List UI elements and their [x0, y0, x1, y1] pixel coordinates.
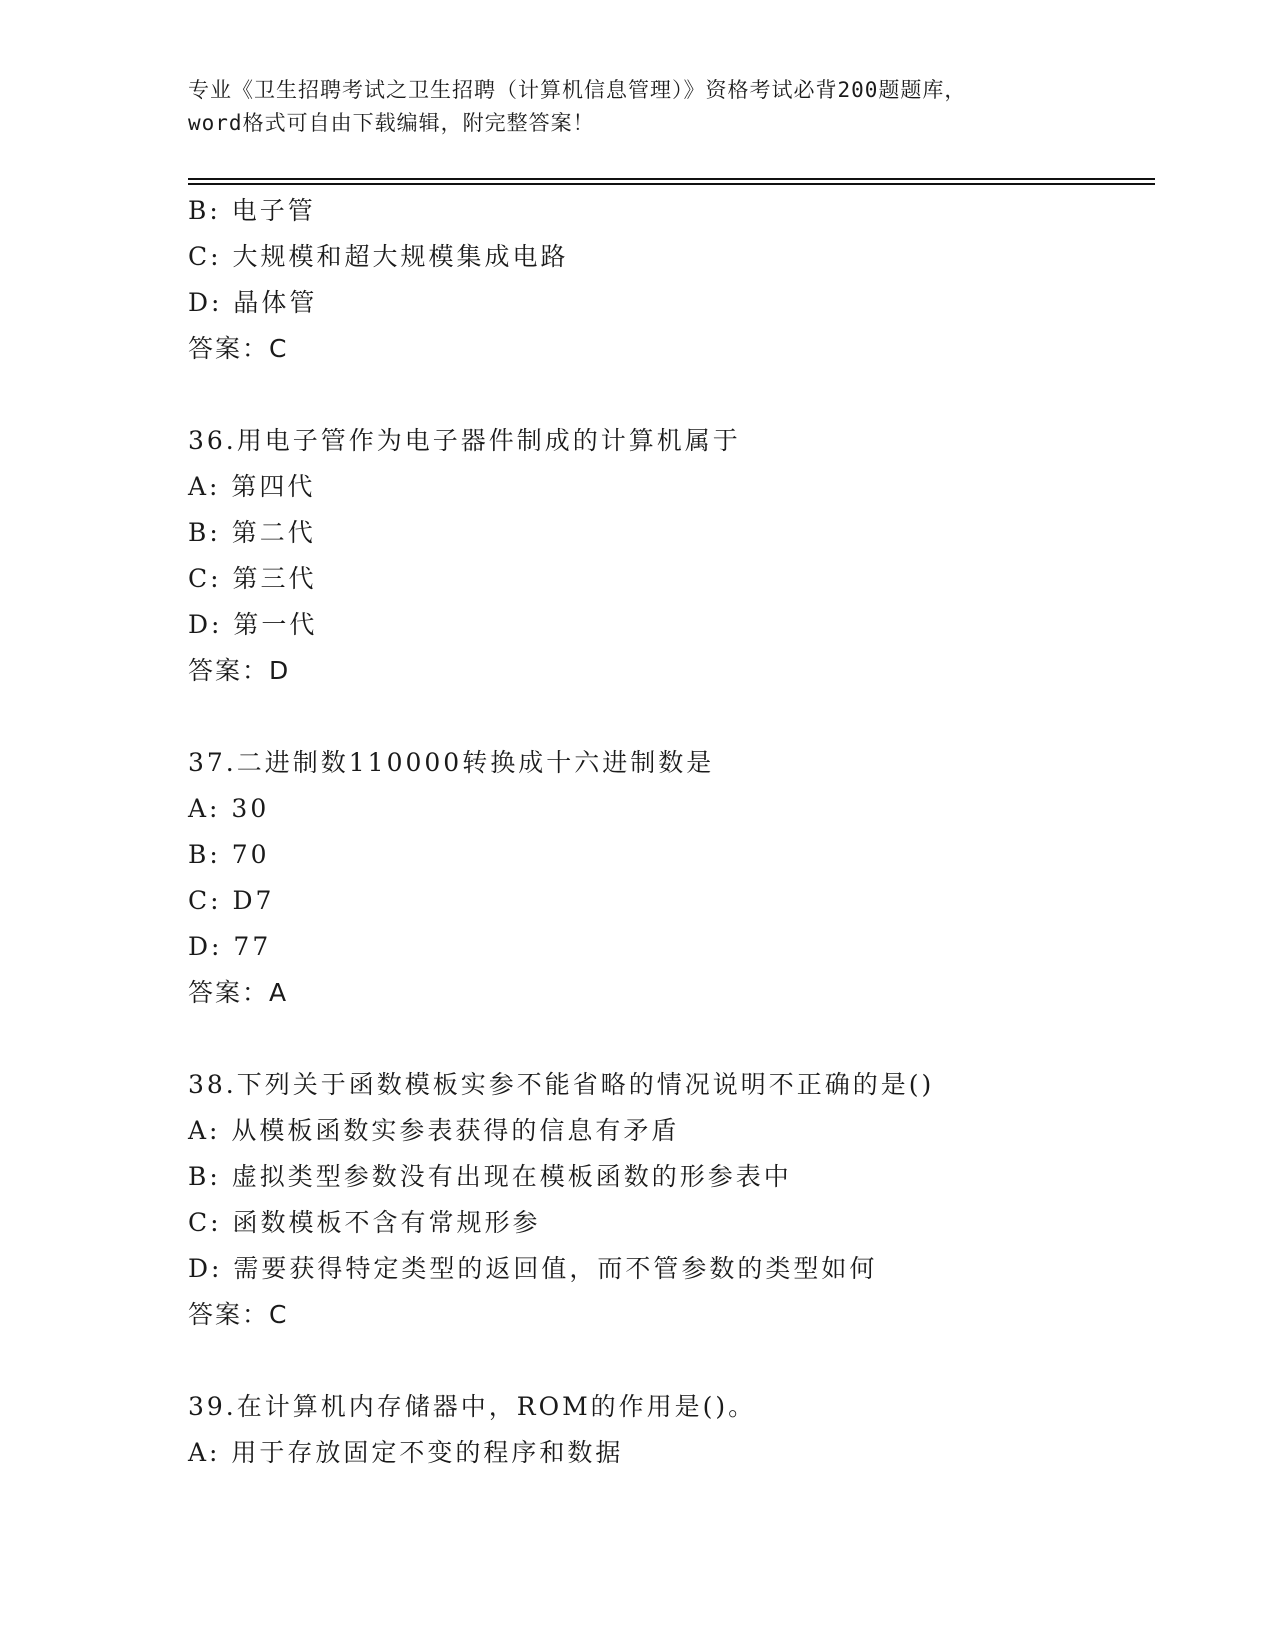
question-stem: 39.在计算机内存储器中，ROM的作用是()。: [188, 1392, 757, 1421]
option-d: D: 晶体管: [188, 288, 318, 317]
header-divider-bottom: [188, 183, 1155, 185]
question-block-39: [188, 1384, 1148, 1476]
question-block-35: [188, 188, 1148, 372]
option-b: B: 电子管: [188, 196, 316, 225]
option-a: A: 从模板函数实参表获得的信息有矛盾: [188, 1116, 680, 1145]
option-b: B: 70: [188, 840, 270, 869]
option-b: B: 第二代: [188, 518, 316, 547]
question-block-36: [188, 418, 1148, 694]
answer-line: 答案：A: [188, 978, 289, 1007]
option-a: A: 用于存放固定不变的程序和数据: [188, 1438, 624, 1467]
spacer: [188, 1338, 1148, 1384]
header-title-line-2: word格式可自由下载编辑，附完整答案！: [188, 111, 595, 135]
question-stem: 36.用电子管作为电子器件制成的计算机属于: [188, 426, 741, 455]
option-d: D: 第一代: [188, 610, 318, 639]
answer-line: 答案：C: [188, 1300, 289, 1329]
option-a: A: 第四代: [188, 472, 316, 501]
answer-line: 答案：D: [188, 656, 291, 685]
option-b: B: 虚拟类型参数没有出现在模板函数的形参表中: [188, 1162, 792, 1191]
spacer: [188, 372, 1148, 418]
question-stem: 37.二进制数110000转换成十六进制数是: [188, 748, 715, 777]
question-stem: 38.下列关于函数模板实参不能省略的情况说明不正确的是(): [188, 1070, 935, 1099]
option-c: C: 第三代: [188, 564, 317, 593]
option-d: D: 需要获得特定类型的返回值，而不管参数的类型如何: [188, 1254, 878, 1283]
option-c: C: 函数模板不含有常规形参: [188, 1208, 541, 1237]
option-a: A: 30: [188, 794, 270, 823]
question-list: [188, 188, 1148, 1476]
header-title-line-1: 专业《卫生招聘考试之卫生招聘（计算机信息管理）》资格考试必背200题题库，: [188, 78, 967, 102]
option-d: D: 77: [188, 932, 272, 961]
spacer: [188, 694, 1148, 740]
header-divider-top: [188, 178, 1155, 180]
document-header: [188, 74, 1068, 140]
option-c: C: D7: [188, 886, 275, 915]
spacer: [188, 1016, 1148, 1062]
question-block-38: [188, 1062, 1148, 1338]
question-block-37: [188, 740, 1148, 1016]
answer-line: 答案：C: [188, 334, 289, 363]
option-c: C: 大规模和超大规模集成电路: [188, 242, 569, 271]
